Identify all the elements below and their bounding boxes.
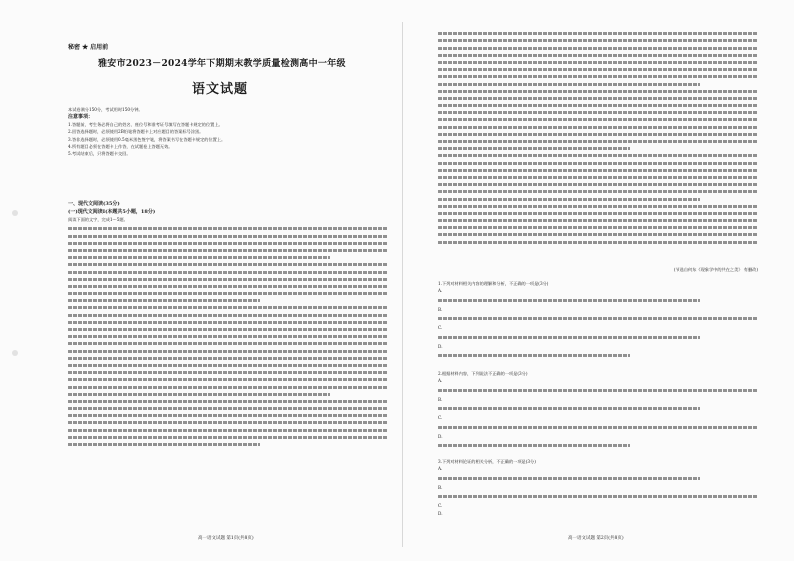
question-2	[438, 370, 758, 452]
note-item: 1.答题前，考生务必将自己的姓名、座位号和准考证号填写在答题卡规定的位置上。	[68, 122, 223, 128]
option	[438, 306, 758, 313]
option-label: C.	[438, 415, 443, 421]
section-1	[68, 200, 388, 450]
option	[438, 484, 758, 491]
option	[438, 414, 758, 421]
left-page	[48, 28, 398, 543]
source-note-wrap	[438, 266, 758, 273]
instructions	[68, 106, 388, 157]
option-label: D.	[438, 343, 443, 349]
question-stem: 1.下列对材料相关内容的理解和分析，不正确的一项是(3分)	[438, 281, 549, 286]
section-heading: 一、现代文阅读(35分)	[68, 201, 120, 207]
option	[438, 396, 758, 403]
option-label: B.	[438, 484, 443, 490]
option	[438, 502, 758, 509]
page-footer: 高一语文试题 第1页(共8页)	[198, 536, 254, 541]
score-intro: 本试卷满分150分，考试用时150分钟。	[68, 107, 143, 112]
option	[438, 465, 758, 472]
notes-heading: 注意事项：	[68, 114, 94, 121]
option	[438, 324, 758, 331]
exam-title: 雅安市2023－2024学年下期期末教学质量检测高中一年级	[98, 59, 346, 69]
option-label: C.	[438, 503, 443, 509]
option	[438, 343, 758, 350]
right-page	[418, 28, 768, 543]
note-item: 5.考试结束后，只将答题卡交回。	[68, 151, 131, 157]
question-1	[438, 280, 758, 362]
option-label: D.	[438, 510, 443, 516]
page-footer: 高一语文试题 第2页(共8页)	[568, 536, 624, 541]
note-item: 2.回答选择题时，必须使用2B铅笔将答题卡上对应题目的答案标号涂黑。	[68, 129, 204, 135]
note-item: 3.答非选择题时，必须使用0.5毫米黑色签字笔，将答案书写在答题卡规定的位置上。	[68, 136, 226, 142]
question-stem: 2.根据材料内容，下列说法不正确的一项是(3分)	[438, 371, 528, 376]
question-stem: 3.下列对材料论证的相关分析，不正确的一项是(3分)	[438, 459, 536, 464]
binding-hole	[12, 210, 18, 216]
question-3	[438, 458, 758, 517]
secret-label: 秘密 ★ 启用前	[68, 44, 109, 51]
option-label: D.	[438, 433, 443, 439]
sub-section-heading: (一)现代文阅读Ⅰ(本题共5小题，18分)	[68, 209, 156, 215]
option-label: B.	[438, 396, 443, 402]
option-label: A.	[438, 466, 443, 472]
binding-hole	[12, 350, 18, 356]
option	[438, 287, 758, 294]
option-label: C.	[438, 325, 443, 331]
option	[438, 510, 758, 517]
subject-title: 语文试题	[192, 82, 249, 97]
option-label: B.	[438, 306, 443, 312]
option	[438, 377, 758, 384]
source-note: (节选自何东《现象学中的共在之美》 有删改)	[673, 267, 758, 272]
option	[438, 433, 758, 440]
passage-continued	[438, 28, 758, 248]
read-prompt: 阅读下面的文字，完成1～5题。	[68, 217, 128, 222]
page-divider	[402, 22, 403, 547]
note-item: 4.所有题目必须在答题卡上作答，在试题卷上答题无效。	[68, 143, 173, 149]
option-label: A.	[438, 378, 443, 384]
passage-body	[68, 227, 388, 446]
option-label: A.	[438, 288, 443, 294]
